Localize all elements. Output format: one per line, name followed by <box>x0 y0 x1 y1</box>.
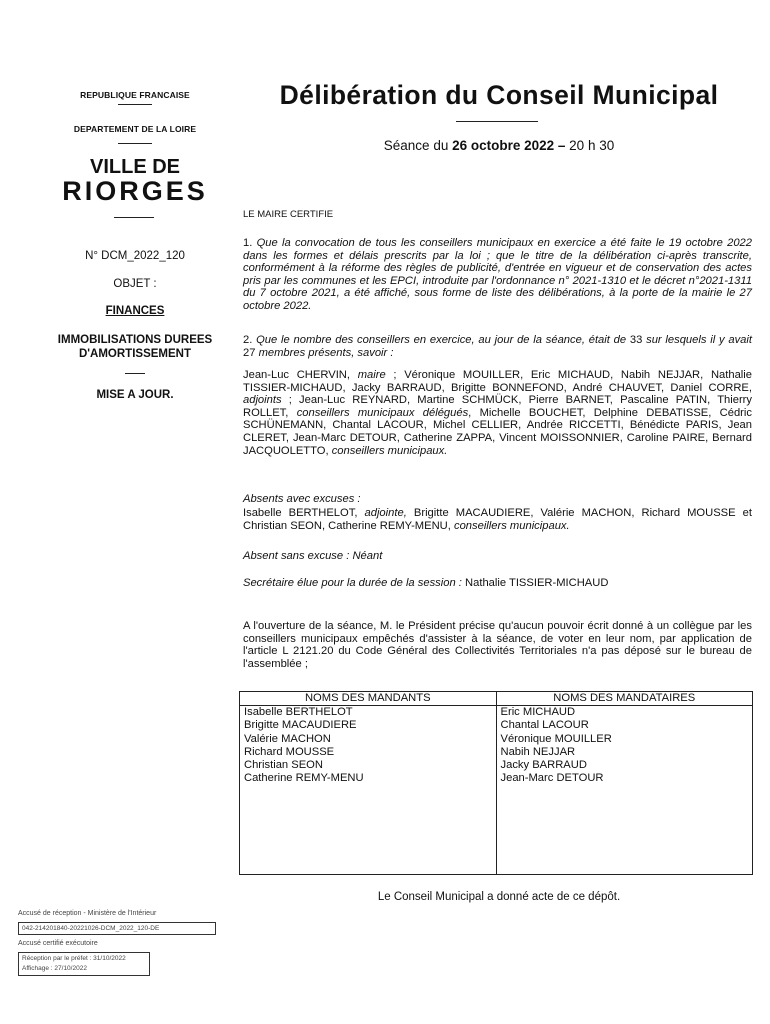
seance-prefix: Séance du <box>383 138 453 153</box>
mandataires-cell <box>496 706 753 875</box>
title-underline <box>456 121 538 122</box>
ouverture-paragraph: A l'ouverture de la séance, M. le Président précise qu'aucun pouvoir écrit donné à un collègue par les conseillers municipaux empêchés d'assister à la séance, de voter en leur nom, par application de l'article L 2121.20 du Code Général des Collectivités Territoriales n'a pas déposé sur le bureau de l'assemblée ; <box>243 620 752 670</box>
list-item: Nabih NEJJAR <box>500 745 576 758</box>
list-item: Isabelle BERTHELOT <box>244 706 353 718</box>
seance-date: 26 octobre 2022 – <box>452 138 566 153</box>
sub-subject-label: MISE A JOUR. <box>96 389 174 401</box>
mandants-cell <box>240 706 497 875</box>
certifie-label: Accusé certifié exécutoire <box>18 940 98 947</box>
accuse-label: Accusé de réception - Ministère de l'Intérieur <box>18 910 157 917</box>
list-item: Jacky BARRAUD <box>500 759 587 772</box>
p2-text-a: Que le nombre des conseillers en exercice, au jour de la séance, était de <box>256 334 627 346</box>
role-delegues: conseillers municipaux délégués <box>296 406 469 419</box>
p2-text-c: sur lesquels il y avait <box>646 334 752 346</box>
deliberation-number: N° DCM_2022_120 <box>85 250 185 262</box>
divider <box>114 217 154 218</box>
role-adjointe: adjointe, <box>364 507 407 519</box>
list-item: Chantal LACOUR <box>500 719 589 732</box>
secretaire-name: Nathalie TISSIER-MICHAUD <box>461 577 609 589</box>
p1-text-a: Que la convocation de tous les conseillers municipaux en exercice a été faite le <box>256 237 665 249</box>
divider <box>125 373 145 374</box>
page-title: Délibération du Conseil Municipal <box>279 80 719 110</box>
presents-part: ; Jean-Luc REYNARD, Martine SCHMÜCK, Pierre BARNET, Pascaline PATIN, Thierry ROLLET, <box>243 394 752 419</box>
list-item: Eric MICHAUD <box>500 706 576 718</box>
ville-de-label: VILLE DE <box>89 156 180 178</box>
col-header-mandants: NOMS DES MANDANTS <box>240 692 497 706</box>
absents-list <box>243 507 752 532</box>
role-conseillers: conseillers municipaux. <box>331 444 448 457</box>
absents-part: Brigitte MACAUDIERE, Valérie MACHON, Richard MOUSSE et Christian SEON, Catherine REMY-MENU, <box>243 507 752 532</box>
p2-number: 2. <box>243 334 257 346</box>
list-item: Valérie MACHON <box>244 732 331 745</box>
republique-label: REPUBLIQUE FRANCAISE <box>80 90 190 100</box>
reception-date: Réception par le préfet : 31/10/2022 <box>22 955 126 962</box>
absent-sans-excuse: Absent sans excuse : Néant <box>243 550 383 562</box>
stamp-dates-box <box>18 952 150 976</box>
paragraph-2 <box>243 334 752 359</box>
presents-part: ; Véronique MOUILLER, Eric MICHAUD, Nabih NEJJAR, Nathalie TISSIER-MICHAUD, Jacky BARRAUD, Brigitte BONNEFOND, André CHAUVET, Daniel CORRE, <box>243 369 752 394</box>
objet-label: OBJET : <box>113 278 157 290</box>
list-item: Véronique MOUILLER <box>500 732 612 745</box>
absents-part: Isabelle BERTHELOT, <box>243 507 365 519</box>
role-maire: maire <box>357 369 386 381</box>
ville-name: RIORGES <box>62 176 208 206</box>
table-body-row <box>240 706 753 875</box>
presents-list <box>243 369 752 457</box>
divider <box>118 143 152 144</box>
affichage-date: Affichage : 27/10/2022 <box>22 965 87 972</box>
list-item: Christian SEON <box>244 759 323 772</box>
divider <box>118 104 152 105</box>
role-conseillers: conseillers municipaux. <box>453 519 570 532</box>
p2-count-present: 27 <box>243 346 259 359</box>
seance-time: 20 h 30 <box>565 138 615 153</box>
col-header-mandataires: NOMS DES MANDATAIRES <box>496 692 753 706</box>
paragraph-1 <box>243 237 752 313</box>
subject-label: IMMOBILISATIONS DUREES D'AMORTISSEMENT <box>57 334 213 360</box>
list-item: Richard MOUSSE <box>244 745 335 758</box>
secretaire-line <box>243 577 752 590</box>
conclusion-line: Le Conseil Municipal a donné acte de ce dépôt. <box>377 891 621 903</box>
secretaire-label: Secrétaire élue pour la durée de la session : <box>243 577 462 589</box>
absents-heading: Absents avec excuses : <box>243 493 361 505</box>
departement-label: DEPARTEMENT DE LA LOIRE <box>73 124 197 134</box>
category-label: FINANCES <box>105 305 165 317</box>
p1-text-b: 19 octobre 2022 dans les formes et délais prescrits par la loi ; que le titre de la délibération ci-après transcrite, conformément à la réforme des règles de publicité, d'entrée en vigueur et de conservation des actes pris par les communes et les EPCI, introduite par l'ordonnance n° 2021-1310 et le décret n°2021-1311 du 7 octobre 2021, a été affiché, sous forme de liste des délibérations, à la porte de la mairie le 27 octobre 2022. <box>243 237 752 312</box>
mandats-table <box>239 691 753 875</box>
list-item: Brigitte MACAUDIERE <box>244 719 357 732</box>
accuse-reference: 042-214201840-20221026-DCM_2022_120-DE <box>18 922 216 935</box>
p2-count-total: 33 <box>626 334 647 346</box>
p2-text-e: membres présents, savoir : <box>258 346 394 359</box>
presents-part: Jean-Luc CHERVIN, <box>243 369 358 381</box>
seance-line <box>243 138 755 153</box>
list-item: Catherine REMY-MENU <box>244 772 364 785</box>
maire-certifie: LE MAIRE CERTIFIE <box>243 209 334 220</box>
presents-part: , Michelle BOUCHET, Delphine DEBATISSE, Cédric SCHÜNEMANN, Chantal LACOUR, Michel CELLIER, Andrée RICCETTI, Bénédicte PARIS, Jean CLERET, Jean-Marc DETOUR, Catherine ZAPPA, Vincent MOISSONNIER, Caroline PAIRE, Bernard JACQUOLETTO, <box>243 406 752 457</box>
role-adjoints: adjoints <box>243 394 282 407</box>
table-header-row <box>240 692 753 706</box>
p1-number: 1. <box>243 237 257 249</box>
list-item: Jean-Marc DETOUR <box>500 772 604 785</box>
absents-label <box>243 493 752 506</box>
